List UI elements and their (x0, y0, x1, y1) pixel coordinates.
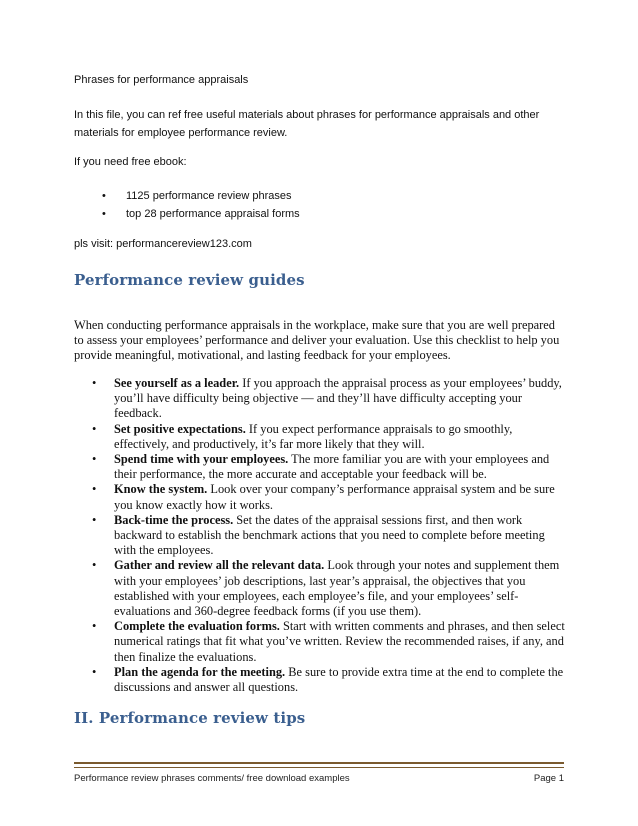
list-item (92, 664, 566, 695)
item-bold: Know the system. (114, 482, 208, 497)
list-item (92, 376, 566, 422)
item-text: Look over your company’s performance appraisal system and be sure you know exactly how it works. (114, 482, 555, 512)
list-item (92, 619, 566, 665)
footer-rule-thin (74, 767, 564, 768)
visit-link[interactable]: pls visit: performancereview123.com (74, 238, 252, 250)
item-text: Set the dates of the appraisal sessions first, and then work backward to establish the benchmark actions that you need to complete before meeting with the employees. (114, 512, 545, 558)
intro-paragraph (74, 106, 539, 142)
guides-list (92, 376, 566, 695)
item-bold: See yourself as a leader. (114, 376, 240, 390)
ebook-prompt: If you need free ebook: (74, 156, 187, 168)
section-heading-tips (74, 709, 305, 727)
item-text: If you expect performance appraisals to go smoothly, effectively, and productively, it’s far more likely that they will. (114, 421, 513, 451)
bullet-icon: • (102, 208, 106, 220)
list-item (92, 558, 566, 619)
section-heading-guides (74, 271, 305, 289)
bullet-icon: • (102, 190, 106, 202)
list-item (92, 482, 566, 512)
list-item (92, 512, 566, 559)
item-text: Start with written comments and phrases, and then select numerical ratings that fit what you’ve written. Review the recommended raises, if any, and then finalize the evaluations. (114, 619, 565, 664)
bullet-icon: • (92, 376, 97, 390)
item-bold: Back-time the process. (114, 512, 234, 527)
item-bold: Complete the evaluation forms. (114, 619, 280, 634)
list-item (92, 421, 566, 452)
item-text: If you approach the appraisal process as your employees’ buddy, you’ll have difficulty being objective — and they’ll have difficulty accepting your feedback. (114, 376, 562, 421)
bullet-icon: • (92, 452, 97, 467)
bullet-icon: • (92, 664, 97, 679)
bullet-icon: • (92, 421, 97, 436)
item-text: The more familiar you are with your employees and their performance, the more accurate and acceptable your feedback will be. (114, 452, 550, 482)
bullet-icon: • (92, 558, 97, 573)
ebook-item (102, 189, 292, 203)
list-item (92, 452, 566, 482)
item-bold: Gather and review all the relevant data. (114, 558, 325, 573)
section-heading-text: Performance review guides (74, 271, 305, 289)
ebook-item (102, 207, 300, 221)
item-text: Be sure to provide extra time at the end to complete the discussions and answer all questions. (114, 664, 564, 695)
item-bold: Set positive expectations. (114, 421, 246, 436)
bullet-icon: • (92, 619, 97, 634)
ebook-item-label: 1125 performance review phrases (126, 190, 292, 202)
intro-line-1: In this file, you can ref free useful materials about phrases for performance appraisals and other (74, 109, 540, 121)
item-bold: Spend time with your employees. (114, 452, 289, 467)
item-bold: Plan the agenda for the meeting. (114, 664, 286, 679)
bullet-icon: • (92, 482, 97, 497)
section-heading-text: II. Performance review tips (74, 709, 306, 727)
footer-left: Performance review phrases comments/ free download examples (74, 773, 350, 784)
footer-rule-thick (74, 762, 564, 764)
guides-intro: When conducting performance appraisals in the workplace, make sure that you are well prepared to assess your employees’ performance and deliver your evaluation. Use this checklist to help you provide meaningful, motivational, and lasting feedback for your employees. (74, 318, 560, 363)
intro-line-2: materials for employee performance review. (74, 127, 288, 139)
bullet-icon: • (92, 512, 97, 527)
page-number: Page 1 (533, 773, 564, 784)
doc-title: Phrases for performance appraisals (74, 74, 249, 86)
item-text: Look through your notes and supplement them with your employees’ job descriptions, last year’s appraisal, the objectives that you established with your employees, each employee’s file, and your employees’ self-evaluations and 360-degree feedback forms (if you use them). (114, 558, 560, 619)
ebook-item-label: top 28 performance appraisal forms (126, 208, 300, 220)
